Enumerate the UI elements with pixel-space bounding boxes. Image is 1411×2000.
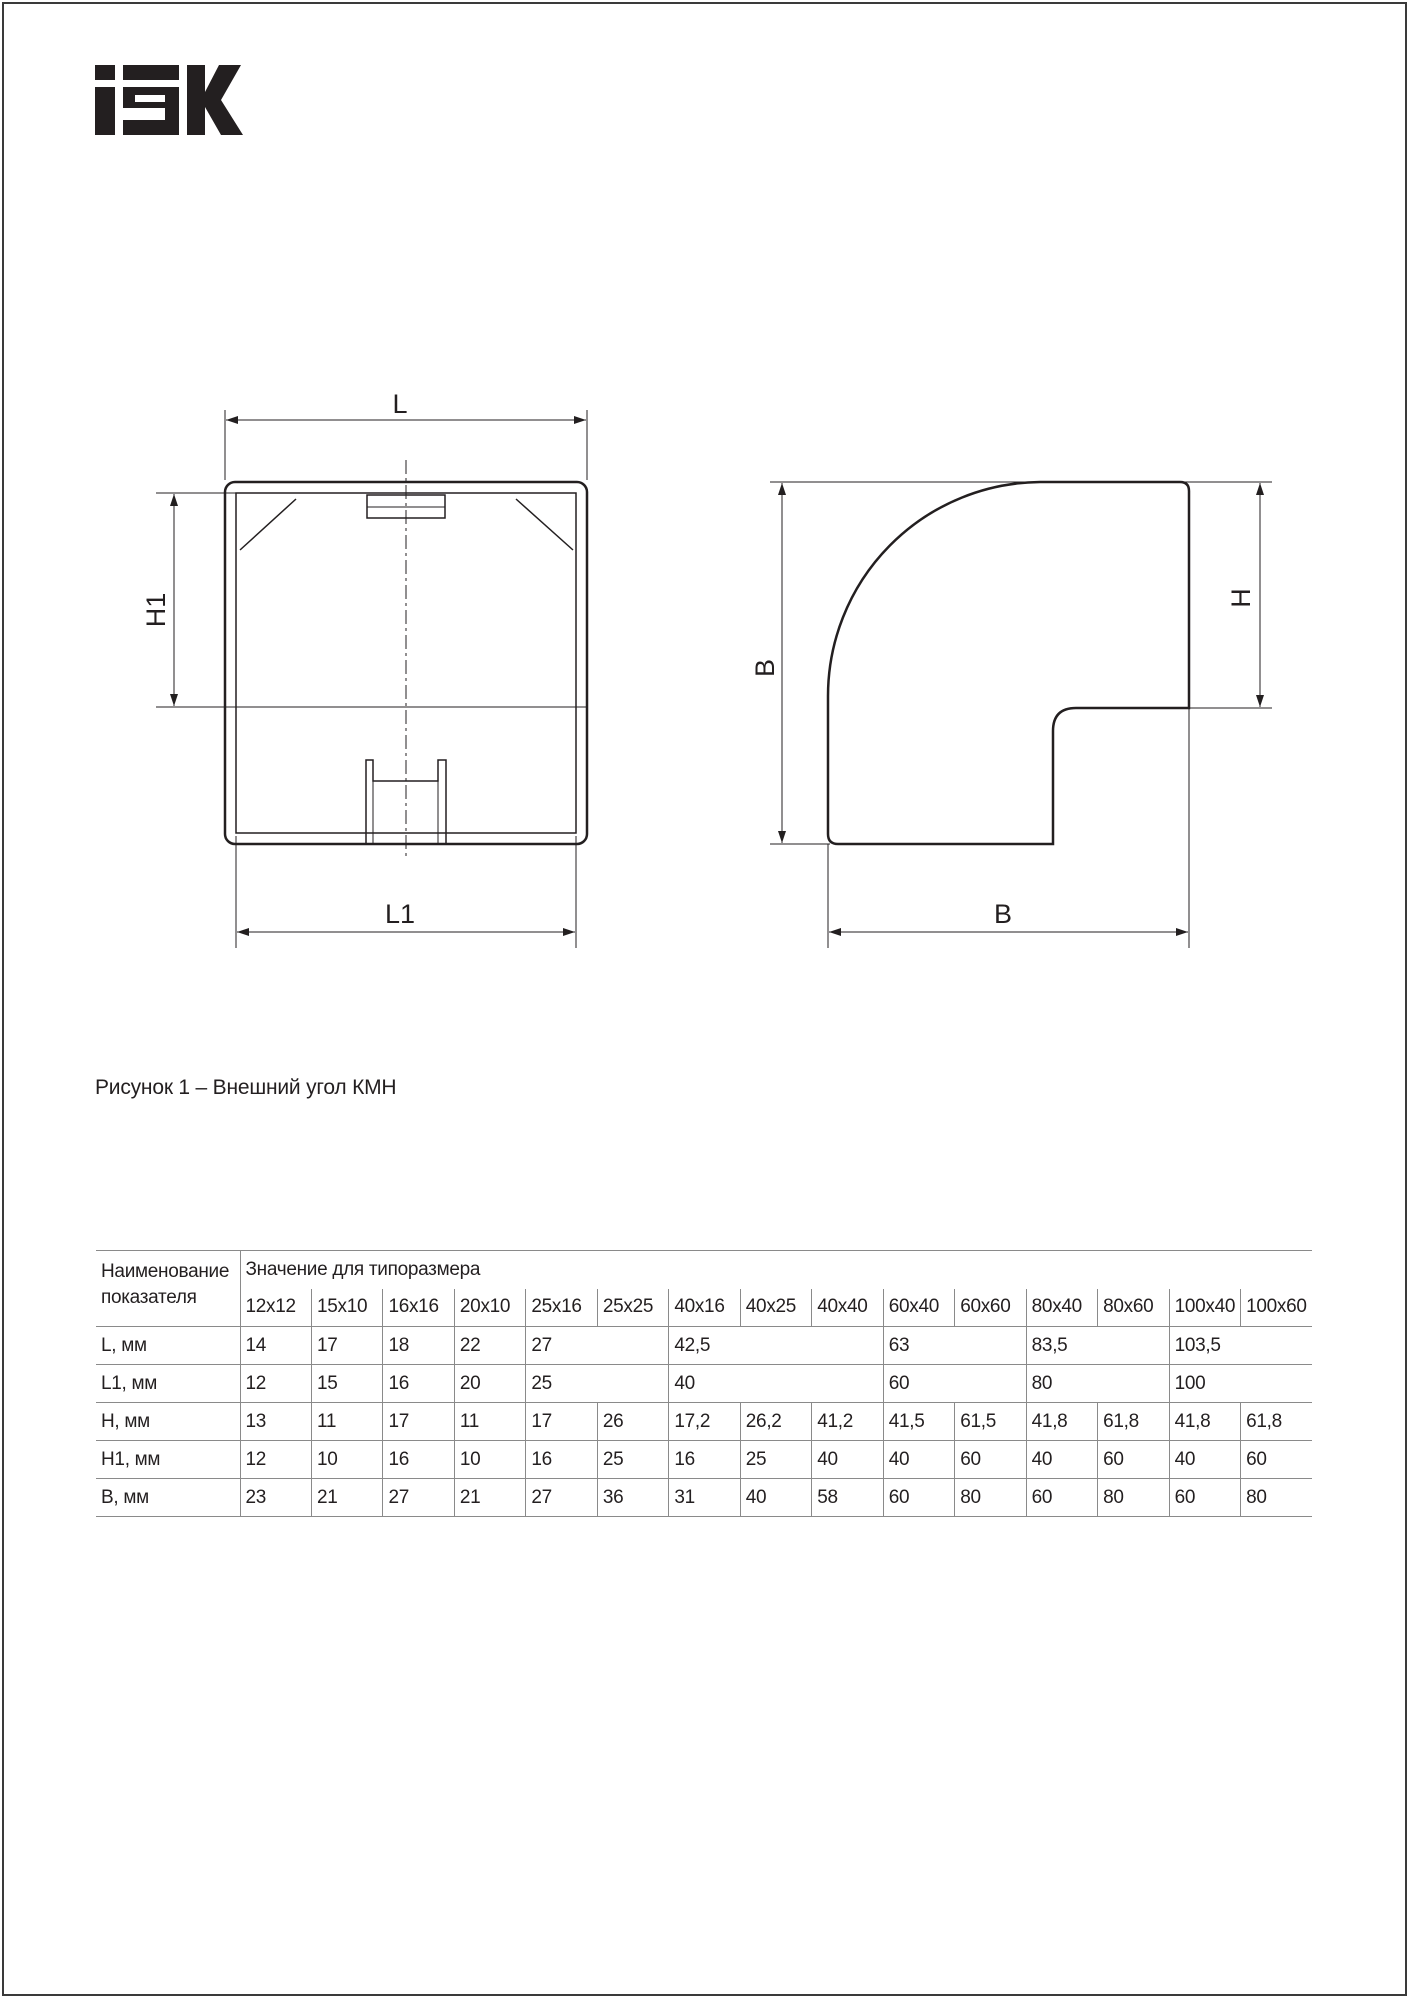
table-cell: 26,2 <box>740 1403 811 1441</box>
page-border <box>2 2 1407 1996</box>
table-cell: 80 <box>1098 1479 1169 1517</box>
table-cell: 21 <box>311 1479 382 1517</box>
dimension-label-l1: L1 <box>384 899 416 929</box>
size-header-cell: 80x40 <box>1026 1289 1097 1327</box>
size-header-cell: 60x40 <box>883 1289 954 1327</box>
table-cell: 83,5 <box>1026 1327 1169 1365</box>
table-cell: 11 <box>454 1403 525 1441</box>
table-cell: 60 <box>883 1365 1026 1403</box>
table-cell: 61,5 <box>955 1403 1026 1441</box>
table-cell: 25 <box>740 1441 811 1479</box>
table-cell: 41,8 <box>1026 1403 1097 1441</box>
size-header-cell: 25x25 <box>597 1289 668 1327</box>
table-cell: 41,8 <box>1169 1403 1240 1441</box>
table-row <box>96 1365 1312 1403</box>
table-cell: 20 <box>454 1365 525 1403</box>
side-view-outline <box>828 482 1189 844</box>
front-view <box>156 410 587 948</box>
table-cell: 27 <box>526 1327 669 1365</box>
table-cell: 36 <box>597 1479 668 1517</box>
table-cell: 27 <box>383 1479 454 1517</box>
table-cell: 60 <box>883 1479 954 1517</box>
table-cell: 63 <box>883 1327 1026 1365</box>
table-sizes-row <box>96 1289 1312 1327</box>
table-cell: 15 <box>311 1365 382 1403</box>
table-cell: 23 <box>240 1479 311 1517</box>
table-cell: 31 <box>669 1479 740 1517</box>
iek-logo <box>95 65 243 135</box>
size-header-cell: 12x12 <box>240 1289 311 1327</box>
table-cell: 103,5 <box>1169 1327 1312 1365</box>
table-cell: 80 <box>1026 1365 1169 1403</box>
table-cell: 61,8 <box>1241 1403 1312 1441</box>
size-header-cell: 80x60 <box>1098 1289 1169 1327</box>
size-header-cell: 16x16 <box>383 1289 454 1327</box>
table-cell: 14 <box>240 1327 311 1365</box>
size-header-cell: 40x16 <box>669 1289 740 1327</box>
dimension-label-h: H <box>1226 588 1256 608</box>
size-header-cell: 100x40 <box>1169 1289 1240 1327</box>
table-cell: 58 <box>812 1479 883 1517</box>
left-chamfer-line <box>240 499 296 550</box>
table-cell: 26 <box>597 1403 668 1441</box>
table-cell: 17 <box>311 1327 382 1365</box>
table-row <box>96 1327 1312 1365</box>
size-header-cell: 20x10 <box>454 1289 525 1327</box>
table-cell: 61,8 <box>1098 1403 1169 1441</box>
figure-caption: Рисунок 1 – Внешний угол КМН <box>95 1076 397 1099</box>
table-cell: 16 <box>383 1365 454 1403</box>
table-cell: 80 <box>955 1479 1026 1517</box>
table-cell: 12 <box>240 1441 311 1479</box>
table-cell: 10 <box>311 1441 382 1479</box>
table-cell: 42,5 <box>669 1327 883 1365</box>
table-cell: 40 <box>740 1479 811 1517</box>
technical-drawing <box>0 380 1411 960</box>
size-header-cell: 15x10 <box>311 1289 382 1327</box>
row-label: B, мм <box>96 1479 240 1517</box>
dimension-label-l: L <box>392 389 408 419</box>
size-header-cell: 25x16 <box>526 1289 597 1327</box>
table-cell: 40 <box>1026 1441 1097 1479</box>
table-cell: 40 <box>812 1441 883 1479</box>
dimension-label-b-horizontal: B <box>993 899 1013 929</box>
table-cell: 40 <box>669 1365 883 1403</box>
size-header-cell: 100x60 <box>1241 1289 1312 1327</box>
table-cell: 60 <box>955 1441 1026 1479</box>
table-cell: 17 <box>526 1403 597 1441</box>
table-cell: 22 <box>454 1327 525 1365</box>
table-cell: 10 <box>454 1441 525 1479</box>
dimensions-table <box>96 1250 1312 1517</box>
table-cell: 16 <box>383 1441 454 1479</box>
right-chamfer-line <box>516 499 573 550</box>
table-cell: 27 <box>526 1479 597 1517</box>
table-cell: 11 <box>311 1403 382 1441</box>
table-cell: 17 <box>383 1403 454 1441</box>
table-cell: 17,2 <box>669 1403 740 1441</box>
table-cell: 13 <box>240 1403 311 1441</box>
table-cell: 41,2 <box>812 1403 883 1441</box>
table-cell: 60 <box>1098 1441 1169 1479</box>
dimension-label-h1: H1 <box>141 592 171 628</box>
table-cell: 12 <box>240 1365 311 1403</box>
side-view <box>770 482 1272 948</box>
table-cell: 60 <box>1169 1479 1240 1517</box>
table-cell: 25 <box>597 1441 668 1479</box>
table-cell: 21 <box>454 1479 525 1517</box>
table-row <box>96 1441 1312 1479</box>
table-cell: 80 <box>1241 1479 1312 1517</box>
size-header-cell: 60x60 <box>955 1289 1026 1327</box>
table-row <box>96 1403 1312 1441</box>
table-cell: 40 <box>1169 1441 1240 1479</box>
table-cell: 16 <box>669 1441 740 1479</box>
row-label: H1, мм <box>96 1441 240 1479</box>
dimension-label-b-vertical: B <box>750 658 780 678</box>
row-label: H, мм <box>96 1403 240 1441</box>
table-cell: 60 <box>1241 1441 1312 1479</box>
table-row <box>96 1479 1312 1517</box>
table-header-group: Значение для типоразмера <box>240 1251 1312 1289</box>
table-cell: 41,5 <box>883 1403 954 1441</box>
table-header-name: Наименование показателя <box>96 1251 240 1327</box>
row-label: L, мм <box>96 1327 240 1365</box>
row-label: L1, мм <box>96 1365 240 1403</box>
table-cell: 60 <box>1026 1479 1097 1517</box>
table-cell: 40 <box>883 1441 954 1479</box>
table-cell: 25 <box>526 1365 669 1403</box>
size-header-cell: 40x40 <box>812 1289 883 1327</box>
table-cell: 16 <box>526 1441 597 1479</box>
size-header-cell: 40x25 <box>740 1289 811 1327</box>
table-cell: 18 <box>383 1327 454 1365</box>
table-cell: 100 <box>1169 1365 1312 1403</box>
